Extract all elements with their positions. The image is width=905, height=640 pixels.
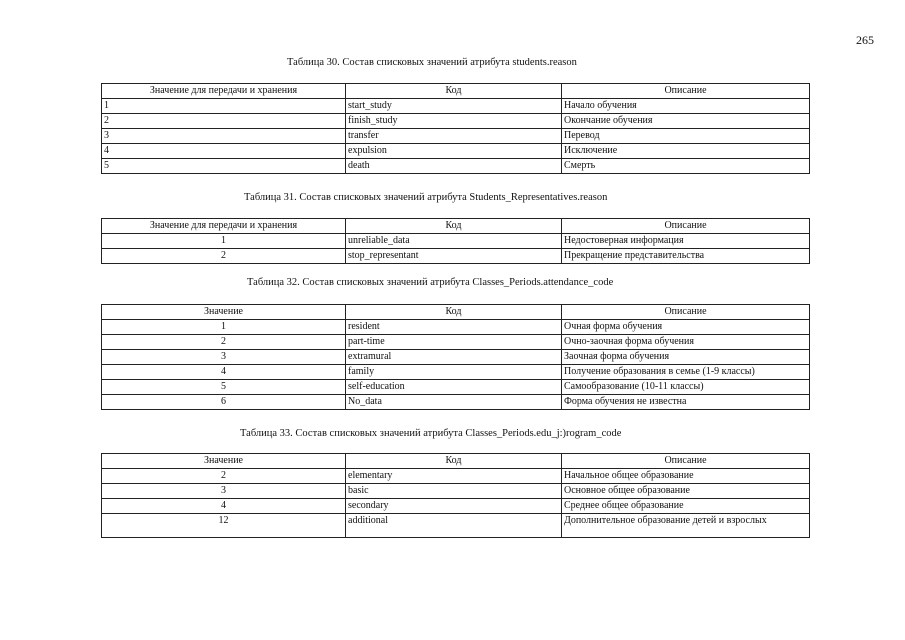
table-cell: family (346, 365, 562, 380)
table-cell: 3 (102, 350, 346, 365)
table-31-caption: Таблица 31. Состав списковых значений атрибута Students_Representatives.reason (244, 192, 608, 203)
table-cell: 1 (102, 234, 346, 249)
table-cell: 3 (102, 129, 346, 144)
table-cell: 12 (102, 514, 346, 538)
table-cell: 2 (102, 249, 346, 264)
table-cell: Перевод (562, 129, 810, 144)
column-header: Код (346, 219, 562, 234)
table-cell: resident (346, 320, 562, 335)
table-cell: Заочная форма обучения (562, 350, 810, 365)
column-header: Значение для передачи и хранения (102, 219, 346, 234)
table-cell: self-education (346, 380, 562, 395)
column-header: Описание (562, 454, 810, 469)
table-cell: Среднее общее образование (562, 499, 810, 514)
table-cell: Недостоверная информация (562, 234, 810, 249)
table-row (102, 99, 810, 114)
table-cell: Форма обучения не известна (562, 395, 810, 410)
table-cell: 2 (102, 469, 346, 484)
table-header-row (102, 84, 810, 99)
column-header: Описание (562, 219, 810, 234)
column-header: Описание (562, 305, 810, 320)
table-row (102, 249, 810, 264)
table-cell: Получение образования в семье (1-9 классы) (562, 365, 810, 380)
table-row (102, 159, 810, 174)
table-row (102, 514, 810, 538)
table-30-caption: Таблица 30. Состав списковых значений атрибута students.reason (287, 57, 577, 68)
table-cell: Основное общее образование (562, 484, 810, 499)
table-32 (101, 304, 810, 410)
table-31 (101, 218, 810, 264)
table-cell: 5 (102, 380, 346, 395)
table-cell: Исключение (562, 144, 810, 159)
table-row (102, 484, 810, 499)
table-cell: 6 (102, 395, 346, 410)
table-cell: transfer (346, 129, 562, 144)
table-row (102, 499, 810, 514)
table-row (102, 144, 810, 159)
column-header: Код (346, 305, 562, 320)
column-header: Описание (562, 84, 810, 99)
table-cell: basic (346, 484, 562, 499)
table-cell: unreliable_data (346, 234, 562, 249)
table-cell: 3 (102, 484, 346, 499)
table-cell: 4 (102, 144, 346, 159)
table-cell: Начало обучения (562, 99, 810, 114)
table-cell: 2 (102, 114, 346, 129)
table-30 (101, 83, 810, 174)
table-cell: 5 (102, 159, 346, 174)
table-row (102, 365, 810, 380)
table-cell: expulsion (346, 144, 562, 159)
table-33 (101, 453, 810, 538)
table-cell: stop_representant (346, 249, 562, 264)
table-header-row (102, 454, 810, 469)
table-header-row (102, 305, 810, 320)
table-cell: secondary (346, 499, 562, 514)
table-cell: Самообразование (10-11 классы) (562, 380, 810, 395)
table-cell: Смерть (562, 159, 810, 174)
table-cell: extramural (346, 350, 562, 365)
table-cell: elementary (346, 469, 562, 484)
column-header: Код (346, 84, 562, 99)
column-header: Значение (102, 454, 346, 469)
table-cell: finish_study (346, 114, 562, 129)
table-row (102, 335, 810, 350)
table-cell: 4 (102, 499, 346, 514)
table-cell: Очно-заочная форма обучения (562, 335, 810, 350)
table-cell: part-time (346, 335, 562, 350)
table-cell: Дополнительное образование детей и взрослых (562, 514, 810, 538)
table-33-caption: Таблица 33. Состав списковых значений атрибута Classes_Periods.edu_j:)rogram_code (240, 428, 622, 439)
page-number: 265 (856, 33, 874, 47)
column-header: Значение для передачи и хранения (102, 84, 346, 99)
table-cell: Начальное общее образование (562, 469, 810, 484)
table-row (102, 114, 810, 129)
table-cell: 1 (102, 99, 346, 114)
table-row (102, 320, 810, 335)
table-cell: additional (346, 514, 562, 538)
table-row (102, 395, 810, 410)
table-row (102, 234, 810, 249)
table-cell: 2 (102, 335, 346, 350)
table-row (102, 469, 810, 484)
table-row (102, 380, 810, 395)
table-row (102, 129, 810, 144)
table-row (102, 350, 810, 365)
table-cell: death (346, 159, 562, 174)
table-32-caption: Таблица 32. Состав списковых значений атрибута Classes_Periods.attendance_code (247, 277, 614, 288)
column-header: Код (346, 454, 562, 469)
table-cell: start_study (346, 99, 562, 114)
table-cell: 4 (102, 365, 346, 380)
column-header: Значение (102, 305, 346, 320)
table-cell: Очная форма обучения (562, 320, 810, 335)
table-cell: Прекращение представительства (562, 249, 810, 264)
table-cell: Окончание обучения (562, 114, 810, 129)
table-cell: No_data (346, 395, 562, 410)
table-cell: 1 (102, 320, 346, 335)
table-header-row (102, 219, 810, 234)
